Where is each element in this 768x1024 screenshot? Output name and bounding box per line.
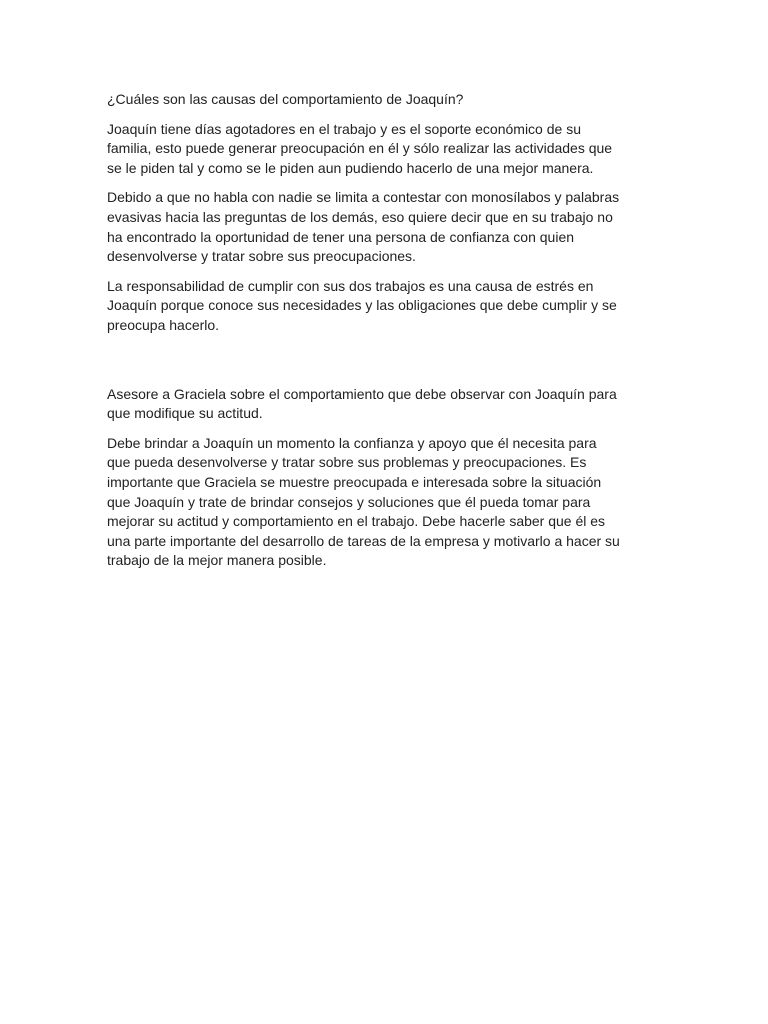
answer-paragraph-4-line-2: que pueda desenvolverse y tratar sobre sus problemas y preocupaciones. Es	[107, 454, 587, 471]
question-asesore	[107, 385, 667, 424]
question-causas	[107, 90, 667, 110]
answer-paragraph-1-line-3: se le piden tal y como se le piden aun pudiendo hacerlo de una mejor manera.	[107, 159, 594, 176]
answer-paragraph-3-line-2: Joaquín porque conoce sus necesidades y las obligaciones que debe cumplir y se	[107, 297, 617, 314]
answer-paragraph-1-line-1: Joaquín tiene días agotadores en el trabajo y es el soporte económico de su	[107, 120, 581, 137]
answer-paragraph-2	[107, 188, 667, 266]
answer-paragraph-4	[107, 434, 667, 571]
answer-paragraph-2-line-1: Debido a que no habla con nadie se limita a contestar con monosílabos y palabras	[107, 189, 620, 206]
answer-paragraph-3	[107, 277, 667, 336]
answer-paragraph-2-line-4: desenvolverse y tratar sobre sus preocupaciones.	[107, 248, 416, 265]
answer-paragraph-2-line-3: ha encontrado la oportunidad de tener una persona de confianza con quien	[107, 228, 575, 245]
question-asesore-line-2: que modifique su actitud.	[107, 405, 263, 422]
answer-paragraph-4-line-5: mejorar su actitud y comportamiento en el trabajo. Debe hacerle saber que él es	[107, 513, 606, 530]
answer-paragraph-4-line-6: una parte importante del desarrollo de tareas de la empresa y motivarlo a hacer su	[107, 532, 620, 549]
section-spacer	[107, 346, 667, 385]
answer-paragraph-1	[107, 120, 667, 179]
question-asesore-line-1: Asesore a Graciela sobre el comportamiento que debe observar con Joaquín para	[107, 385, 617, 402]
answer-paragraph-1-line-2: familia, esto puede generar preocupación en él y sólo realizar las actividades que	[107, 140, 613, 157]
answer-paragraph-4-line-7: trabajo de la mejor manera posible.	[107, 552, 327, 569]
answer-paragraph-4-line-1: Debe brindar a Joaquín un momento la confianza y apoyo que él necesita para	[107, 434, 597, 451]
question-causas-text: ¿Cuáles son las causas del comportamiento de Joaquín?	[107, 91, 464, 107]
answer-paragraph-4-line-4: que Joaquín y trate de brindar consejos y soluciones que él pueda tomar para	[107, 493, 591, 510]
answer-paragraph-3-line-3: preocupa hacerlo.	[107, 316, 220, 333]
answer-paragraph-4-line-3: importante que Graciela se muestre preocupada e interesada sobre la situación	[107, 473, 602, 490]
document-page	[107, 90, 667, 581]
answer-paragraph-2-line-2: evasivas hacia las preguntas de los demás, eso quiere decir que en su trabajo no	[107, 208, 613, 225]
answer-paragraph-3-line-1: La responsabilidad de cumplir con sus dos trabajos es una causa de estrés en	[107, 277, 594, 294]
